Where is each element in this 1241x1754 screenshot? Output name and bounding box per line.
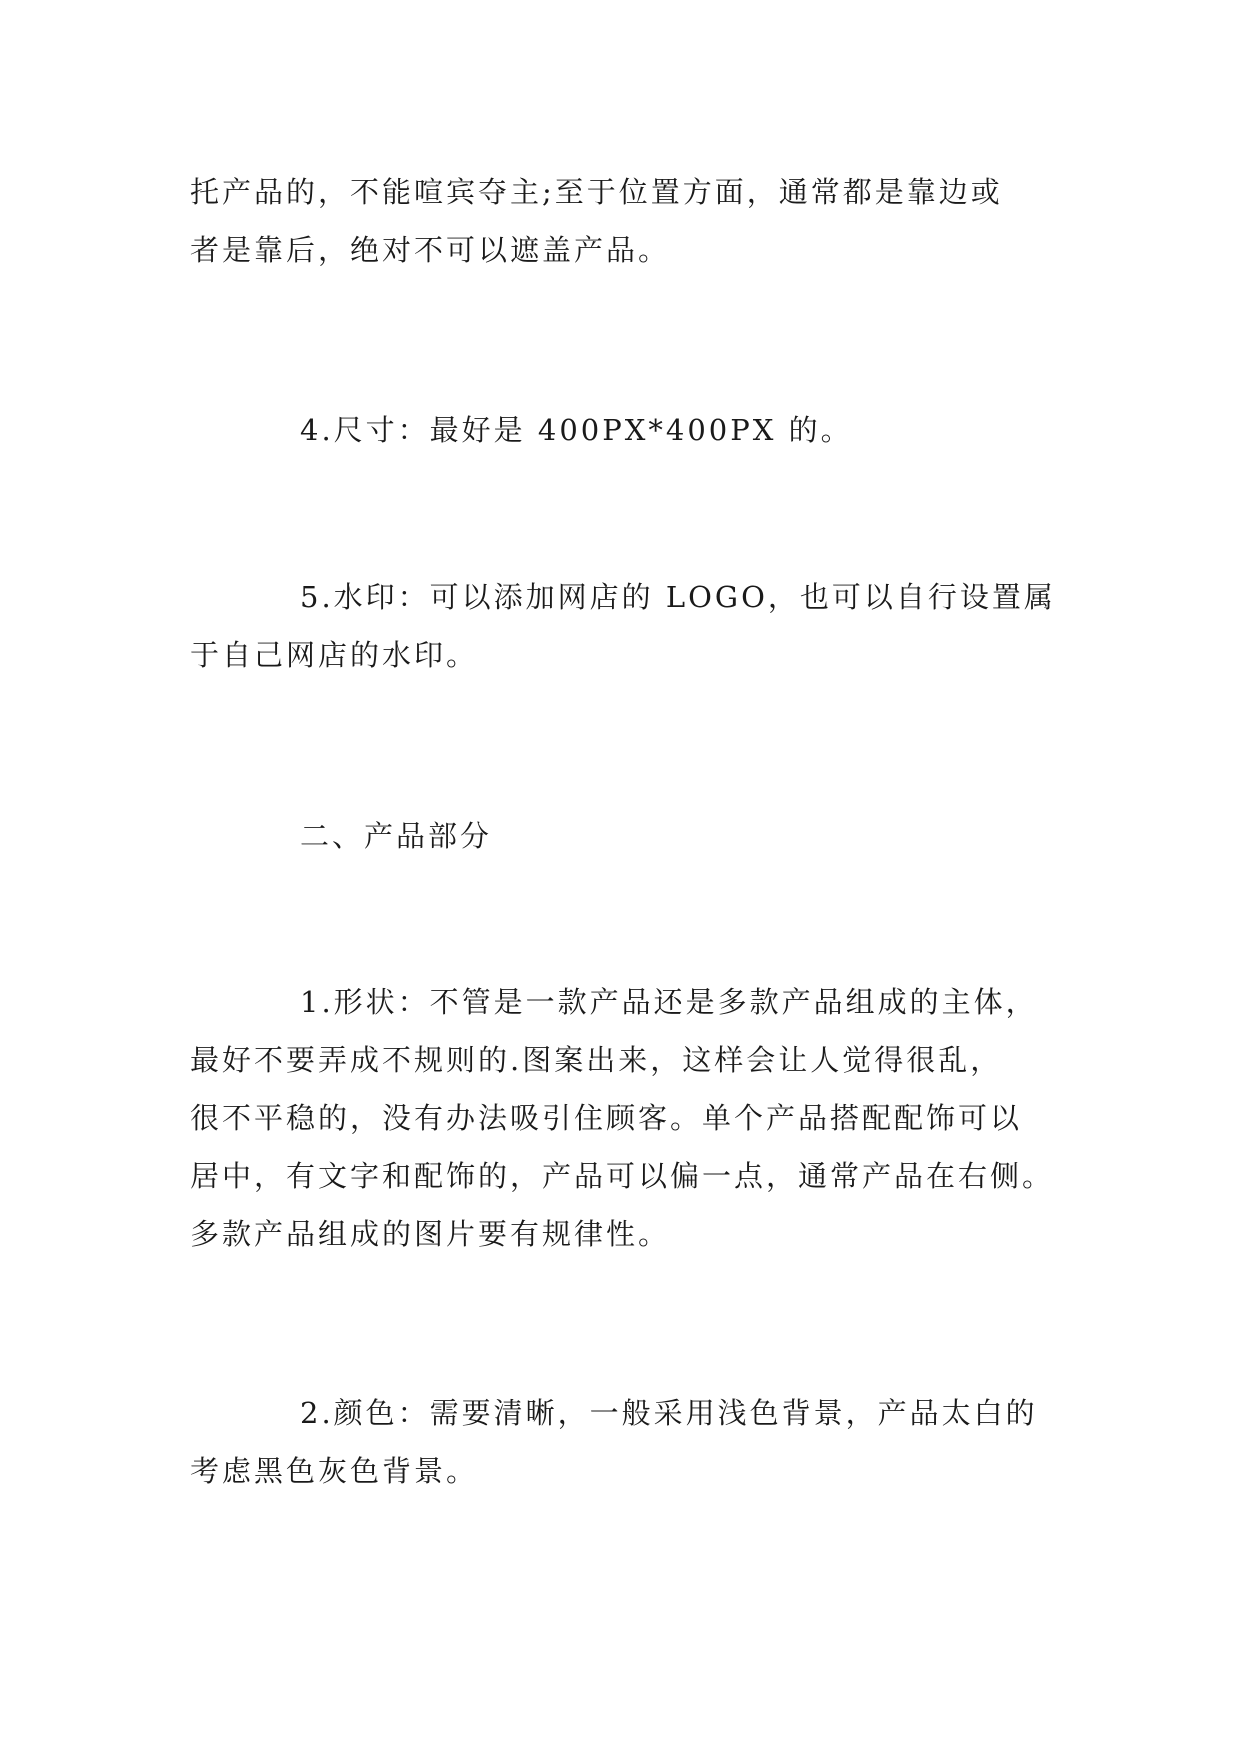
paragraph-watermark-placement — [190, 163, 1070, 279]
text-line: 4.尺寸：最好是 400PX*400PX 的。 — [300, 413, 853, 447]
paragraph-watermark — [190, 568, 1070, 684]
text-line: 很不平稳的，没有办法吸引住顾客。单个产品搭配配饰可以 — [190, 1101, 1023, 1135]
text-line: 托产品的，不能喧宾夺主;至于位置方面，通常都是靠边或 — [190, 175, 1003, 209]
text-line: 多款产品组成的图片要有规律性。 — [190, 1217, 671, 1251]
text-line: 者是靠后，绝对不可以遮盖产品。 — [190, 233, 671, 267]
text-line: 于自己网店的水印。 — [190, 638, 479, 672]
paragraph-color — [190, 1384, 1070, 1500]
text-line: 二、产品部分 — [300, 819, 493, 853]
text-line: 最好不要弄成不规则的.图案出来，这样会让人觉得很乱， — [190, 1043, 1003, 1077]
paragraph-shape — [190, 973, 1070, 1263]
text-line: 考虑黑色灰色背景。 — [190, 1454, 479, 1488]
text-line: 1.形状：不管是一款产品还是多款产品组成的主体， — [300, 985, 1038, 1019]
text-line: 居中，有文字和配饰的，产品可以偏一点，通常产品在右侧。 — [190, 1159, 1055, 1193]
text-line: 2.颜色：需要清晰，一般采用浅色背景，产品太白的 — [300, 1396, 1038, 1430]
text-line: 5.水印：可以添加网店的 LOGO，也可以自行设置属 — [300, 580, 1056, 614]
section-heading-product — [190, 807, 1070, 865]
paragraph-size — [190, 401, 1070, 459]
